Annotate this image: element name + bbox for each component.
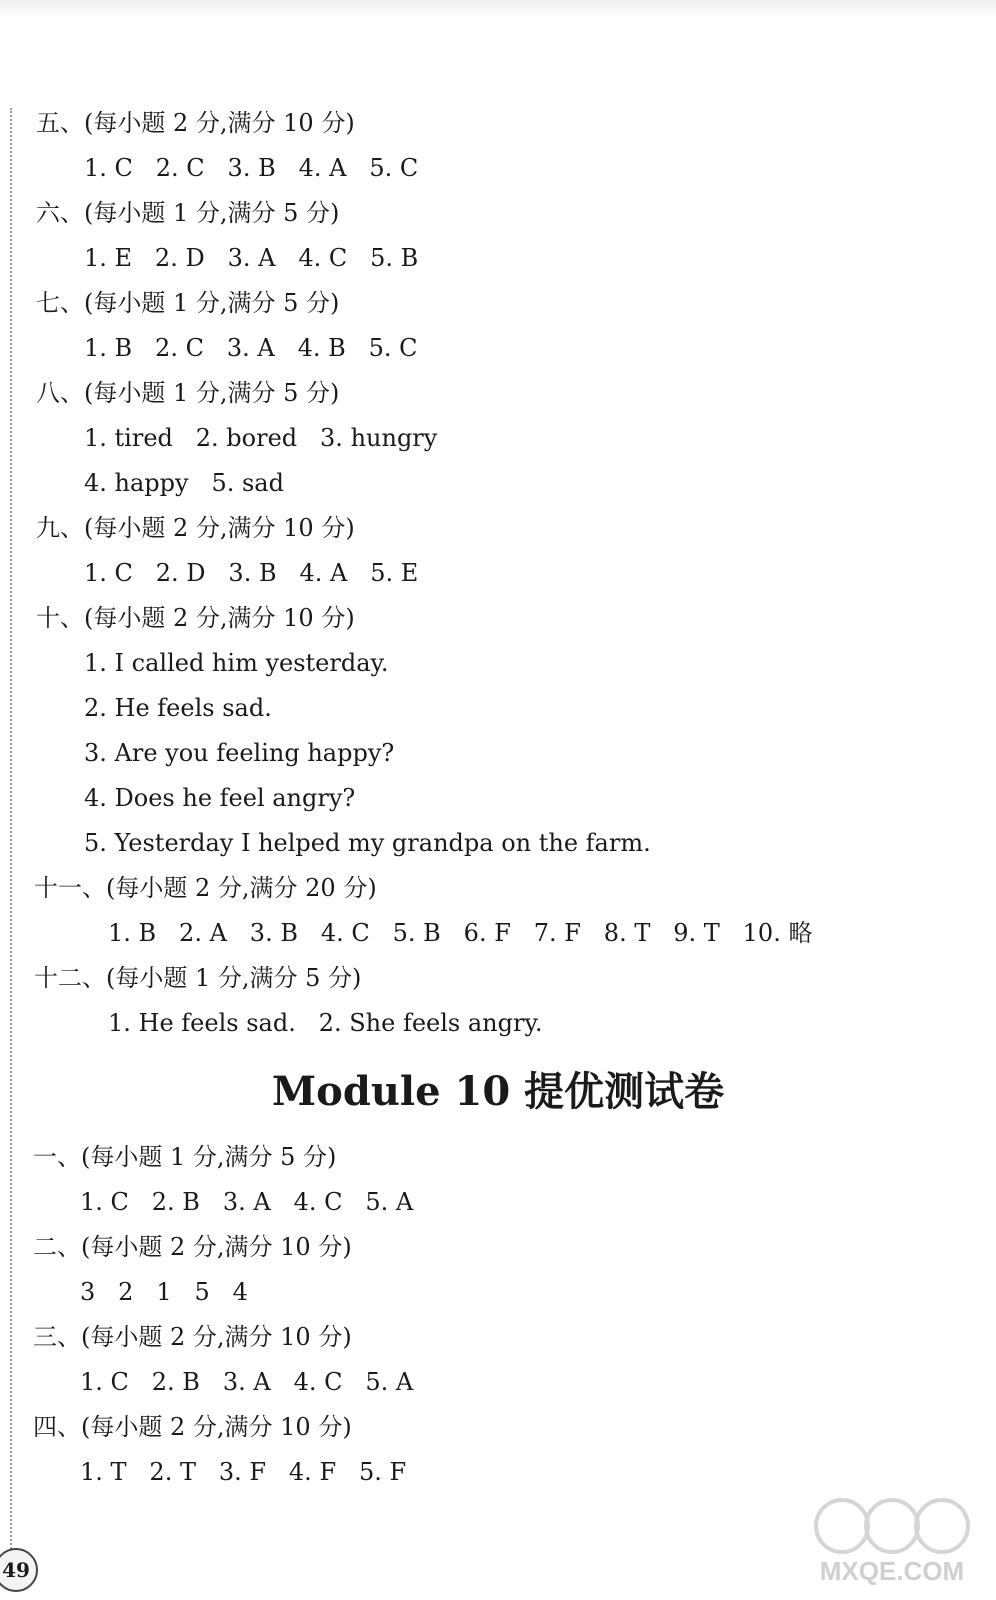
answer-line: 1. I called him yesterday. bbox=[84, 649, 389, 677]
page-top-edge bbox=[0, 0, 996, 18]
answer-line: 四、(每小题 2 分,满分 10 分) bbox=[33, 1413, 352, 1441]
answer-line: 十、(每小题 2 分,满分 10 分) bbox=[36, 604, 355, 632]
answer-line: 3. Are you feeling happy? bbox=[84, 739, 395, 767]
answer-line: 3 2 1 5 4 bbox=[80, 1278, 248, 1306]
answer-line: 1. T 2. T 3. F 4. F 5. F bbox=[80, 1458, 407, 1486]
page-number-badge: 49 bbox=[0, 1548, 38, 1592]
answer-line: 5. Yesterday I helped my grandpa on the farm. bbox=[84, 829, 651, 857]
answer-line: 1. He feels sad. 2. She feels angry. bbox=[108, 1009, 543, 1037]
answer-line: 1. C 2. B 3. A 4. C 5. A bbox=[80, 1368, 414, 1396]
answer-line: 1. tired 2. bored 3. hungry bbox=[84, 424, 438, 452]
watermark-text: MXQE.COM bbox=[819, 1556, 965, 1586]
answer-line: 七、(每小题 1 分,满分 5 分) bbox=[36, 289, 340, 317]
answer-line: 十一、(每小题 2 分,满分 20 分) bbox=[34, 874, 377, 902]
answer-line: 五、(每小题 2 分,满分 10 分) bbox=[36, 109, 355, 137]
answer-line: 1. C 2. D 3. B 4. A 5. E bbox=[84, 559, 419, 587]
answer-line: 1. C 2. B 3. A 4. C 5. A bbox=[80, 1188, 414, 1216]
answer-line: 1. B 2. C 3. A 4. B 5. C bbox=[84, 334, 418, 362]
answer-line: 2. He feels sad. bbox=[84, 694, 272, 722]
answer-line: 六、(每小题 1 分,满分 5 分) bbox=[36, 199, 340, 227]
answer-line: 4. Does he feel angry? bbox=[84, 784, 356, 812]
section-title: Module 10 提优测试卷 bbox=[271, 1068, 725, 1115]
answer-line: 二、(每小题 2 分,满分 10 分) bbox=[33, 1233, 352, 1261]
answer-line: 三、(每小题 2 分,满分 10 分) bbox=[33, 1323, 352, 1351]
answer-line: 1. E 2. D 3. A 4. C 5. B bbox=[84, 244, 419, 272]
answer-line: 一、(每小题 1 分,满分 5 分) bbox=[33, 1143, 337, 1171]
binding-margin-line bbox=[10, 108, 12, 1568]
answer-line: 八、(每小题 1 分,满分 5 分) bbox=[36, 379, 340, 407]
answer-line: 九、(每小题 2 分,满分 10 分) bbox=[36, 514, 355, 542]
watermark-logo bbox=[802, 1488, 982, 1588]
answer-line: 1. B 2. A 3. B 4. C 5. B 6. F 7. F 8. T 9. T 10. 略 bbox=[108, 919, 813, 947]
answer-line: 4. happy 5. sad bbox=[84, 469, 284, 497]
answer-line: 十二、(每小题 1 分,满分 5 分) bbox=[34, 964, 362, 992]
answer-line: 1. C 2. C 3. B 4. A 5. C bbox=[84, 154, 419, 182]
